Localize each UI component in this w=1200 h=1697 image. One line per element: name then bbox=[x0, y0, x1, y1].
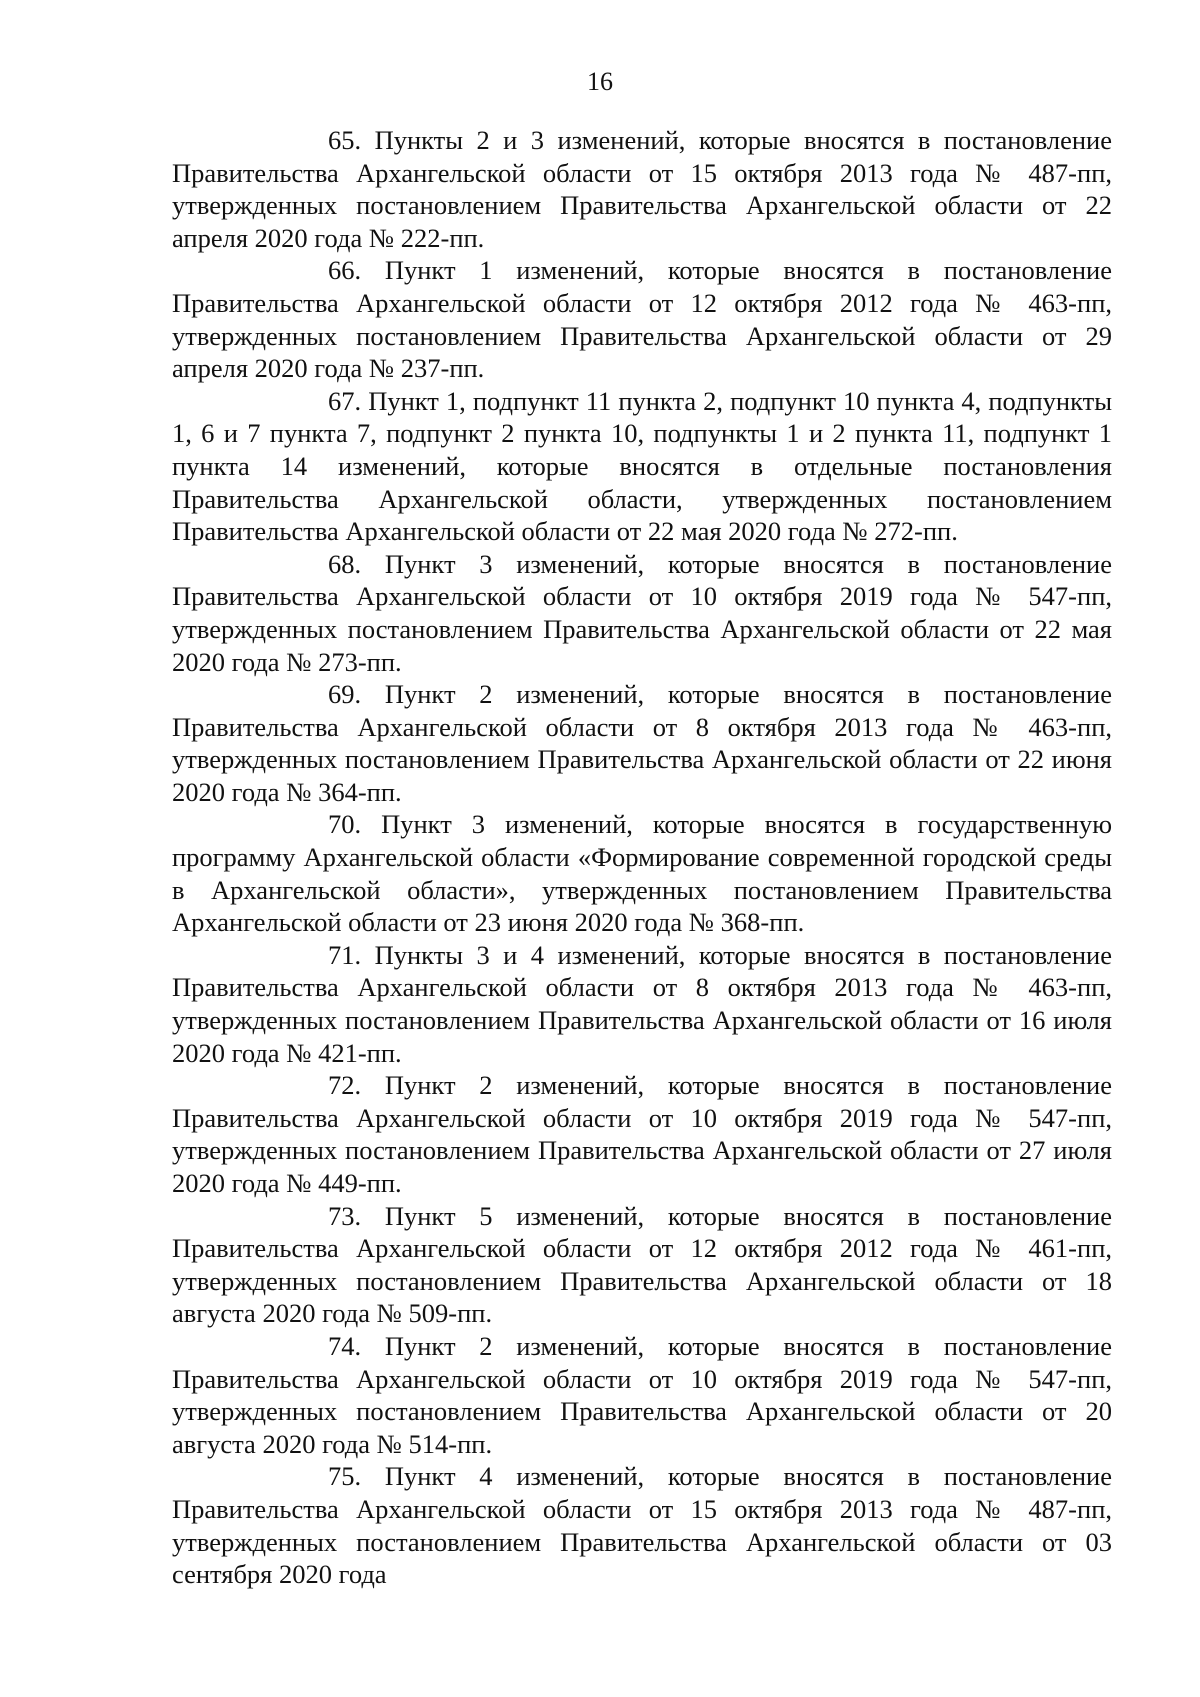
item-text: Пункт 4 изменений, которые вносятся в постановление Правительства Архангельской области от 15 октября 2013 года № 487-пп, утвержденных постановлением Правительства Архангельской области от 03 сентября 2020 года bbox=[172, 1461, 1112, 1590]
item-number: 73. bbox=[328, 1200, 362, 1231]
item-number: 71. bbox=[328, 939, 362, 970]
list-item bbox=[172, 254, 1112, 384]
item-text: Пункт 1, подпункт 11 пункта 2, подпункт 10 пункта 4, подпункты 1, 6 и 7 пункта 7, подпункт 2 пункта 10, подпункты 1 и 2 пункта 11, подпункт 1 пункта 14 изменений, которые вносятся в отдельные постановления Правительства Архангельской области, утвержденных постановлением Правительства Архангельской области от 22 мая 2020 года № 272-пп. bbox=[172, 385, 1113, 547]
list-item bbox=[172, 1069, 1112, 1199]
list-item bbox=[172, 1460, 1112, 1590]
item-number: 72. bbox=[328, 1070, 362, 1101]
list-item bbox=[172, 548, 1112, 678]
list-item bbox=[172, 1200, 1112, 1330]
list-item bbox=[172, 939, 1112, 1069]
item-text: Пункт 3 изменений, которые вносятся в государственную программу Архангельской области «Формирование современной городской среды в Архангельской области», утвержденных постановлением Правительства Архангельской области от 23 июня 2020 года № 368-пп. bbox=[172, 809, 1112, 938]
item-text: Пункт 2 изменений, которые вносятся в постановление Правительства Архангельской области от 10 октября 2019 года № 547-пп, утвержденных постановлением Правительства Архангельской области от 20 августа 2020 года № 514-пп. bbox=[172, 1330, 1112, 1459]
item-text: Пункт 2 изменений, которые вносятся в постановление Правительства Архангельской области от 10 октября 2019 года № 547-пп, утвержденных постановлением Правительства Архангельской области от 27 июля 2020 года № 449-пп. bbox=[172, 1070, 1112, 1198]
list-item bbox=[172, 124, 1112, 254]
list-item bbox=[172, 678, 1112, 808]
item-number: 67. bbox=[328, 385, 362, 416]
item-text: Пункт 5 изменений, которые вносятся в постановление Правительства Архангельской области от 12 октября 2012 года № 461-пп, утвержденных постановлением Правительства Архангельской области от 18 августа 2020 года № 509-пп. bbox=[172, 1200, 1112, 1329]
item-number: 65. bbox=[328, 125, 362, 155]
document-body bbox=[172, 124, 1112, 1591]
item-text: Пункт 3 изменений, которые вносятся в постановление Правительства Архангельской области от 10 октября 2019 года № 547-пп, утвержденных постановлением Правительства Архангельской области от 22 мая 2020 года № 273-пп. bbox=[172, 548, 1112, 677]
item-number: 66. bbox=[328, 255, 362, 286]
page-number: 16 bbox=[587, 67, 613, 96]
item-number: 70. bbox=[328, 809, 362, 840]
item-number: 69. bbox=[328, 679, 362, 710]
item-text: Пункты 2 и 3 изменений, которые вносятся в постановление Правительства Архангельской области от 15 октября 2013 года № 487-пп, утвержденных постановлением Правительства Архангельской области от 22 апреля 2020 года № 222-пп. bbox=[172, 125, 1112, 253]
list-item bbox=[172, 808, 1112, 938]
item-number: 68. bbox=[328, 548, 362, 579]
item-number: 75. bbox=[328, 1461, 362, 1492]
list-item bbox=[172, 385, 1112, 548]
list-item bbox=[172, 1330, 1112, 1460]
item-text: Пункт 1 изменений, которые вносятся в постановление Правительства Архангельской области от 12 октября 2012 года № 463-пп, утвержденных постановлением Правительства Архангельской области от 29 апреля 2020 года № 237-пп. bbox=[172, 255, 1112, 384]
item-text: Пункты 3 и 4 изменений, которые вносятся в постановление Правительства Архангельской области от 8 октября 2013 года № 463-пп, утвержденных постановлением Правительства Архангельской области от 16 июля 2020 года № 421-пп. bbox=[172, 939, 1112, 1068]
item-text: Пункт 2 изменений, которые вносятся в постановление Правительства Архангельской области от 8 октября 2013 года № 463-пп, утвержденных постановлением Правительства Архангельской области от 22 июня 2020 года № 364-пп. bbox=[172, 679, 1112, 807]
item-number: 74. bbox=[328, 1330, 362, 1361]
